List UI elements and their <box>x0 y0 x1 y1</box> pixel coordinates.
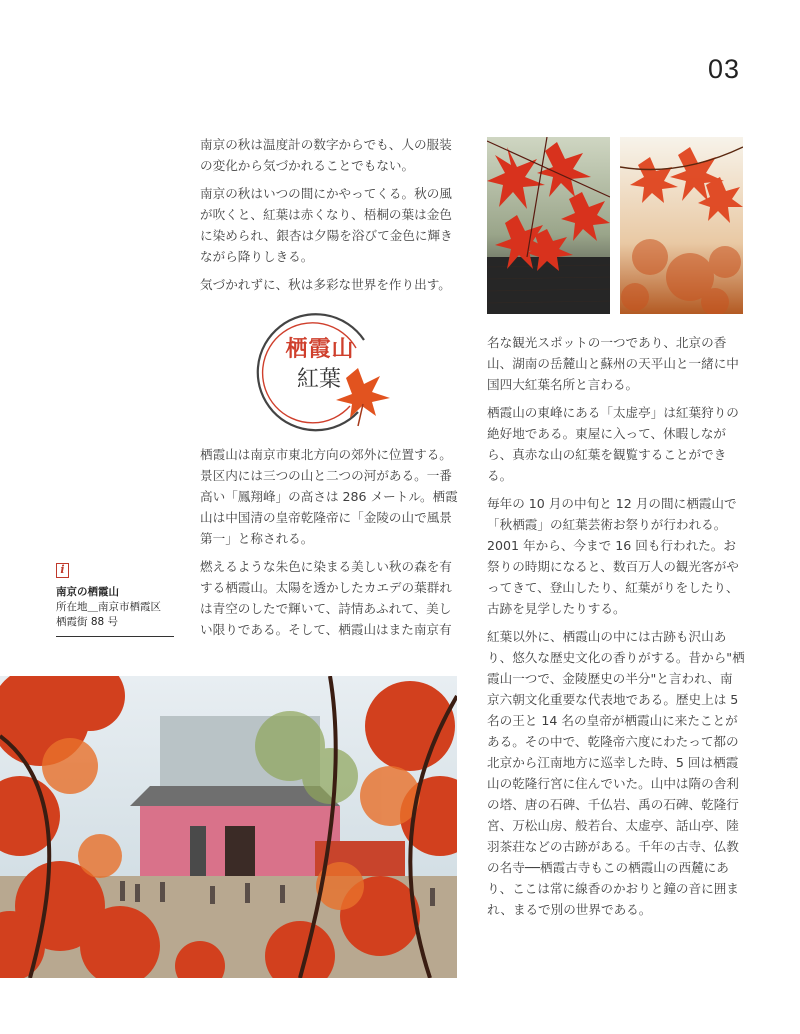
info-address-line2: 栖霞街 88 号 <box>56 616 119 628</box>
intro-paragraph: 南京の秋は温度計の数字からでも、人の服装の変化から気づかれることでもない。 <box>200 137 452 173</box>
body-right <box>487 332 745 927</box>
info-box <box>56 563 174 637</box>
temple-photo <box>0 676 457 978</box>
body-paragraph: 紅葉以外に、栖霞山の中には古跡も沢山あり、悠久な歴史文化の香りがする。昔から"栖霞山一つで、金陵歴史の半分"と言われ、南京六朝文化重要な代表地である。歴史上は 5 名の王と 14 名の皇帝が栖霞山に来たことがある。その中で、乾隆帝六度にわたって都の北京から江南地方に巡幸した時、5 回は栖霞山の乾隆行宮に住んでいた。山中は隋の舎利の塔、唐の石碑、千仏岩、禹の石碑、乾隆行宮、万松山房、般若台、太虚亭、話山亭、陸羽茶荘などの古跡がある。千年の古寺、仏教の名寺──栖霞古寺もこの栖霞山の西麓にあり、ここは常に線香のかおりと鐘の音に囲まれ、まるで別の世界である。 <box>487 629 745 917</box>
maple-photo-left <box>487 137 610 314</box>
body-left <box>200 444 460 647</box>
body-paragraph: 栖霞山は南京市東北方向の郊外に位置する。景区内には三つの山と二つの河がある。一番高い「鳳翔峰」の高さは 286 メートル。栖霞山は中国清の皇帝乾隆帝に「金陵の山で風景第一」と称される。 <box>200 447 458 546</box>
body-paragraph: 名な観光スポットの一つであり、北京の香山、湖南の岳麓山と蘇州の天平山と一緒に中国四大紅葉名所と言わる。 <box>487 335 739 392</box>
divider <box>56 636 174 637</box>
body-paragraph: 毎年の 10 月の中旬と 12 月の間に栖霞山で「秋栖霞」の紅葉芸術お祭りが行われる。2001 年から、今まで 16 回も行われた。お祭りの時期になると、数百万人の観光客がやってきて、登山したり、紅葉がりをしたり、古跡を見学したりする。 <box>487 496 739 616</box>
info-icon: i <box>56 563 69 578</box>
qixia-maple-logo <box>246 312 396 432</box>
logo-subtitle: 紅葉 <box>296 367 341 392</box>
maple-photo-right <box>620 137 743 314</box>
body-paragraph: 栖霞山の東峰にある「太虚亭」は紅葉狩りの絶好地である。東屋に入って、休暇しながら、真赤な山の紅葉を観覧することができる。 <box>487 405 739 483</box>
page-number: 03 <box>707 54 740 84</box>
intro-paragraph: 南京の秋はいつの間にかやってくる。秋の風が吹くと、紅葉は赤くなり、梧桐の葉は金色に染められ、銀杏は夕陽を浴びて金色に輝きながら降りしきる。 <box>200 186 453 264</box>
intro-paragraph: 気づかれずに、秋は多彩な世界を作り出す。 <box>200 277 451 292</box>
logo-title: 栖霞山 <box>285 337 355 362</box>
info-title: 南京の栖霞山 <box>56 586 119 598</box>
info-address-line1: 所在地＿南京市栖霞区 <box>56 601 161 613</box>
body-paragraph: 燃えるような朱色に染まる美しい秋の森を有する栖霞山。太陽を透かしたカエデの葉群れは青空のしたで輝いて、詩情あふれて、美しい限りである。そして、栖霞山はまた南京有 <box>200 559 452 637</box>
intro-text <box>200 134 460 302</box>
